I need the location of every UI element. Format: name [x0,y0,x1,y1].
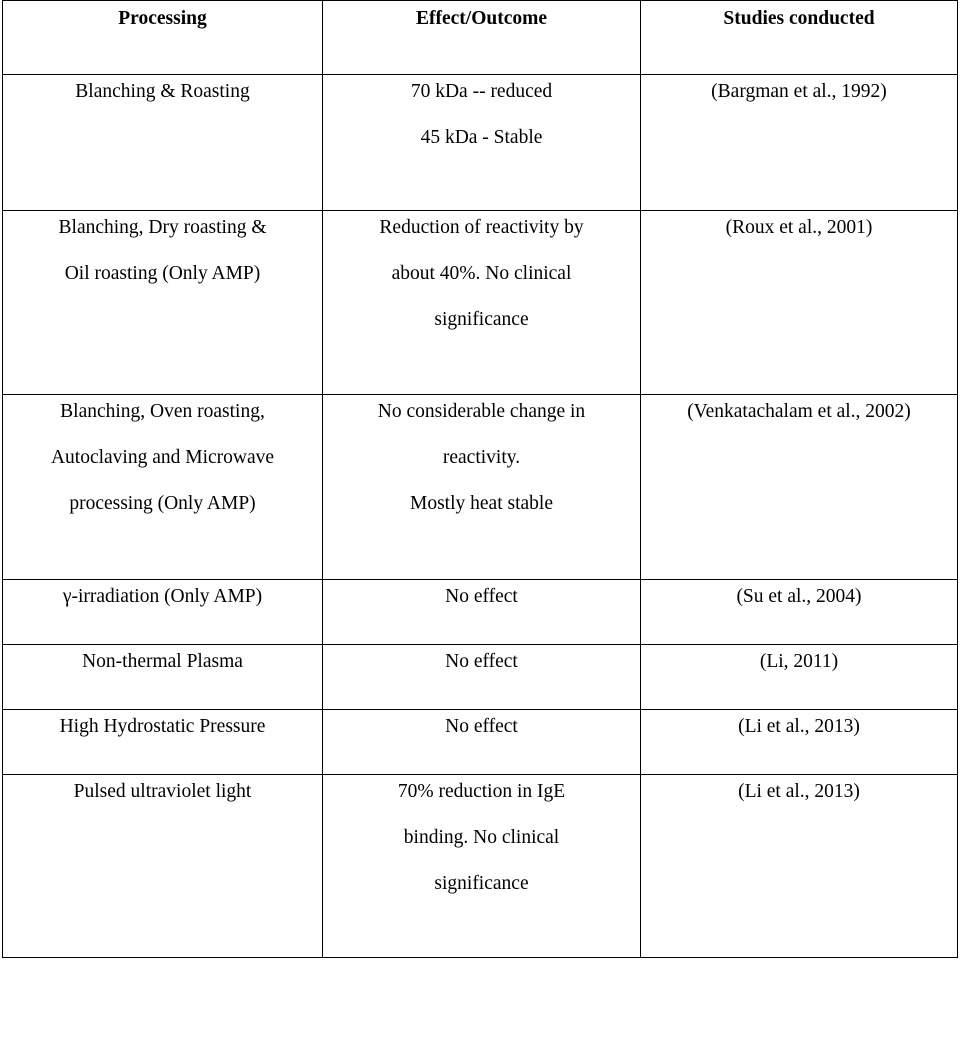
study-cell: (Roux et al., 2001) [641,211,958,395]
study-cell: (Li, 2011) [641,645,958,710]
effect-cell: No effect [323,710,641,775]
study-cell: (Li et al., 2013) [641,775,958,958]
processing-cell: γ-irradiation (Only AMP) [3,580,323,645]
processing-cell: Blanching, Dry roasting & Oil roasting (Only AMP) [3,211,323,395]
table-row [3,395,958,580]
header-effect-outcome: Effect/Outcome [323,1,641,75]
effect-cell: 70% reduction in IgE binding. No clinical significance [323,775,641,958]
table-row [3,775,958,958]
processing-cell: Blanching, Oven roasting, Autoclaving and Microwave processing (Only AMP) [3,395,323,580]
study-cell: (Venkatachalam et al., 2002) [641,395,958,580]
effect-cell: Reduction of reactivity by about 40%. No clinical significance [323,211,641,395]
processing-cell: Pulsed ultraviolet light [3,775,323,958]
table-row [3,710,958,775]
effect-cell: No considerable change in reactivity. Mostly heat stable [323,395,641,580]
header-studies-conducted: Studies conducted [641,1,958,75]
effect-cell: No effect [323,580,641,645]
processing-effects-table [2,0,958,958]
table-row [3,580,958,645]
table-row [3,75,958,211]
header-row [3,1,958,75]
header-processing: Processing [3,1,323,75]
study-cell: (Li et al., 2013) [641,710,958,775]
effect-cell: 70 kDa -- reduced 45 kDa - Stable [323,75,641,211]
effect-cell: No effect [323,645,641,710]
study-cell: (Su et al., 2004) [641,580,958,645]
processing-cell: Blanching & Roasting [3,75,323,211]
table-row [3,645,958,710]
table-row [3,211,958,395]
processing-cell: High Hydrostatic Pressure [3,710,323,775]
study-cell: (Bargman et al., 1992) [641,75,958,211]
processing-cell: Non-thermal Plasma [3,645,323,710]
